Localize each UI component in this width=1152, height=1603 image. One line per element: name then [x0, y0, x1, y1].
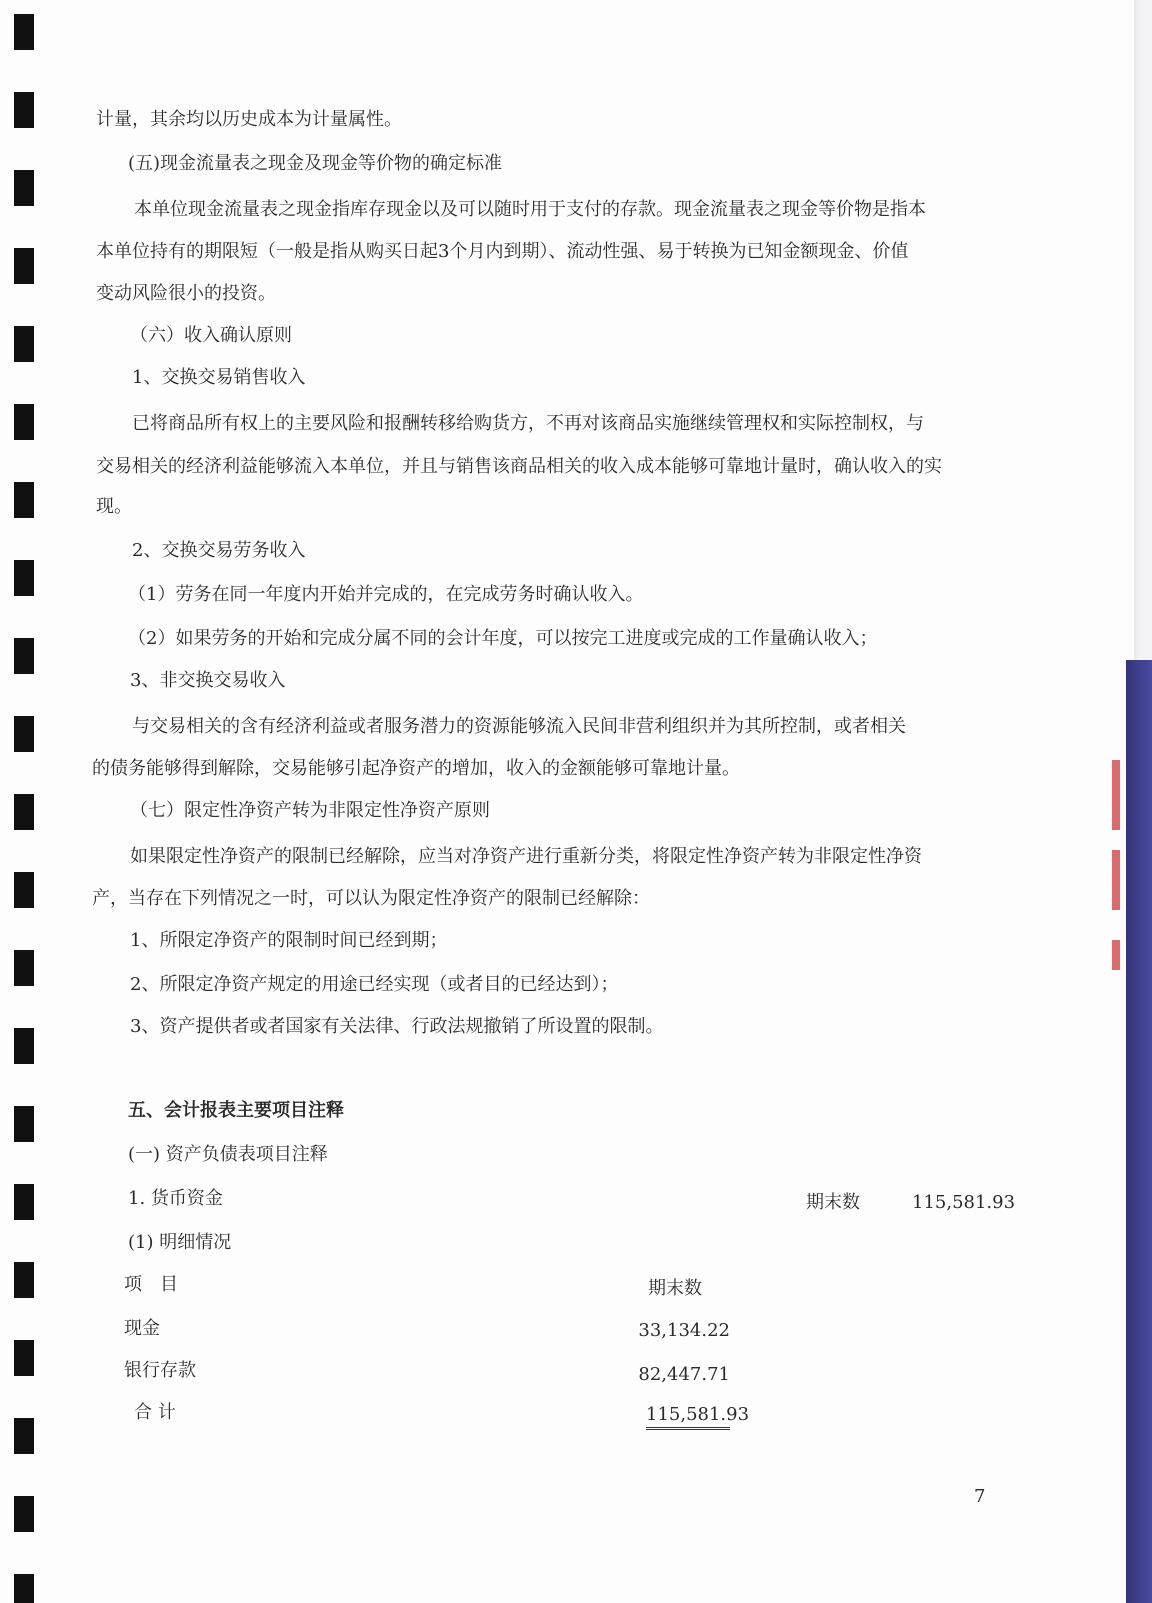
- table-row-label: 现金: [124, 1318, 160, 1339]
- table-total-label: 合 计: [134, 1402, 176, 1423]
- subsection-title: (一) 资产负债表项目注释: [128, 1144, 328, 1165]
- body-line: 计量，其余均以历史成本为计量属性。: [96, 109, 402, 130]
- body-line: 本单位持有的期限短（一般是指从购买日起3个月内到期）、流动性强、易于转换为已知金额现金、价值: [96, 241, 909, 262]
- body-line: 现。: [96, 496, 132, 517]
- body-line: 交易相关的经济利益能够流入本单位，并且与销售该商品相关的收入成本能够可靠地计量时，确认收入的实: [96, 456, 942, 477]
- body-line: (五)现金流量表之现金及现金等价物的确定标准: [128, 153, 503, 174]
- body-line: 已将商品所有权上的主要风险和报酬转移给购货方，不再对该商品实施继续管理权和实际控制权，与: [132, 413, 924, 434]
- body-line: 1、交换交易销售收入: [132, 367, 306, 388]
- item-end-label: 期末数: [806, 1192, 860, 1213]
- red-stamp-mark: [1112, 850, 1120, 910]
- body-line: 3、非交换交易收入: [130, 670, 286, 691]
- table-row-value: 33,134.22: [638, 1320, 730, 1341]
- table-row-label: 银行存款: [124, 1360, 196, 1381]
- blue-cover-strip: [1126, 660, 1152, 1603]
- section-title: 五、会计报表主要项目注释: [128, 1100, 344, 1121]
- table-header-value: 期末数: [648, 1278, 702, 1299]
- body-line: 如果限定性净资产的限制已经解除，应当对净资产进行重新分类，将限定性净资产转为非限定性净资: [130, 846, 922, 867]
- body-line: （六）收入确认原则: [130, 325, 292, 346]
- body-line: 的债务能够得到解除，交易能够引起净资产的增加，收入的金额能够可靠地计量。: [92, 758, 740, 779]
- page-number: 7: [974, 1486, 986, 1507]
- body-line: 2、交换交易劳务收入: [132, 540, 306, 561]
- body-line: 2、所限定净资产规定的用途已经实现（或者目的已经达到）；: [130, 974, 619, 995]
- table-header-item: 项 目: [124, 1274, 178, 1295]
- body-line: 变动风险很小的投资。: [96, 283, 276, 304]
- detail-title: (1) 明细情况: [128, 1232, 232, 1253]
- body-line: 产，当存在下列情况之一时，可以认为限定性净资产的限制已经解除：: [92, 888, 650, 909]
- red-stamp-mark: [1112, 940, 1120, 970]
- item-end-value: 115,581.93: [912, 1192, 1016, 1213]
- body-line: 与交易相关的含有经济利益或者服务潜力的资源能够流入民间非营利组织并为其所控制，或者相关: [132, 716, 906, 737]
- body-line: 1、所限定净资产的限制时间已经到期；: [130, 930, 448, 951]
- table-row-value: 82,447.71: [638, 1364, 730, 1385]
- item-title: 1. 货币资金: [128, 1188, 223, 1209]
- binding-holes: [0, 0, 34, 1603]
- body-line: 本单位现金流量表之现金指库存现金以及可以随时用于支付的存款。现金流量表之现金等价物是指本: [134, 199, 926, 220]
- body-line: （2）如果劳务的开始和完成分属不同的会计年度，可以按完工进度或完成的工作量确认收入；: [128, 628, 878, 649]
- red-stamp-mark: [1112, 760, 1120, 830]
- table-total-value: 115,581.93: [646, 1404, 730, 1430]
- body-line: （七）限定性净资产转为非限定性净资产原则: [130, 800, 490, 821]
- body-line: 3、资产提供者或者国家有关法律、行政法规撤销了所设置的限制。: [130, 1016, 664, 1037]
- body-line: （1）劳务在同一年度内开始并完成的，在完成劳务时确认收入。: [128, 584, 644, 605]
